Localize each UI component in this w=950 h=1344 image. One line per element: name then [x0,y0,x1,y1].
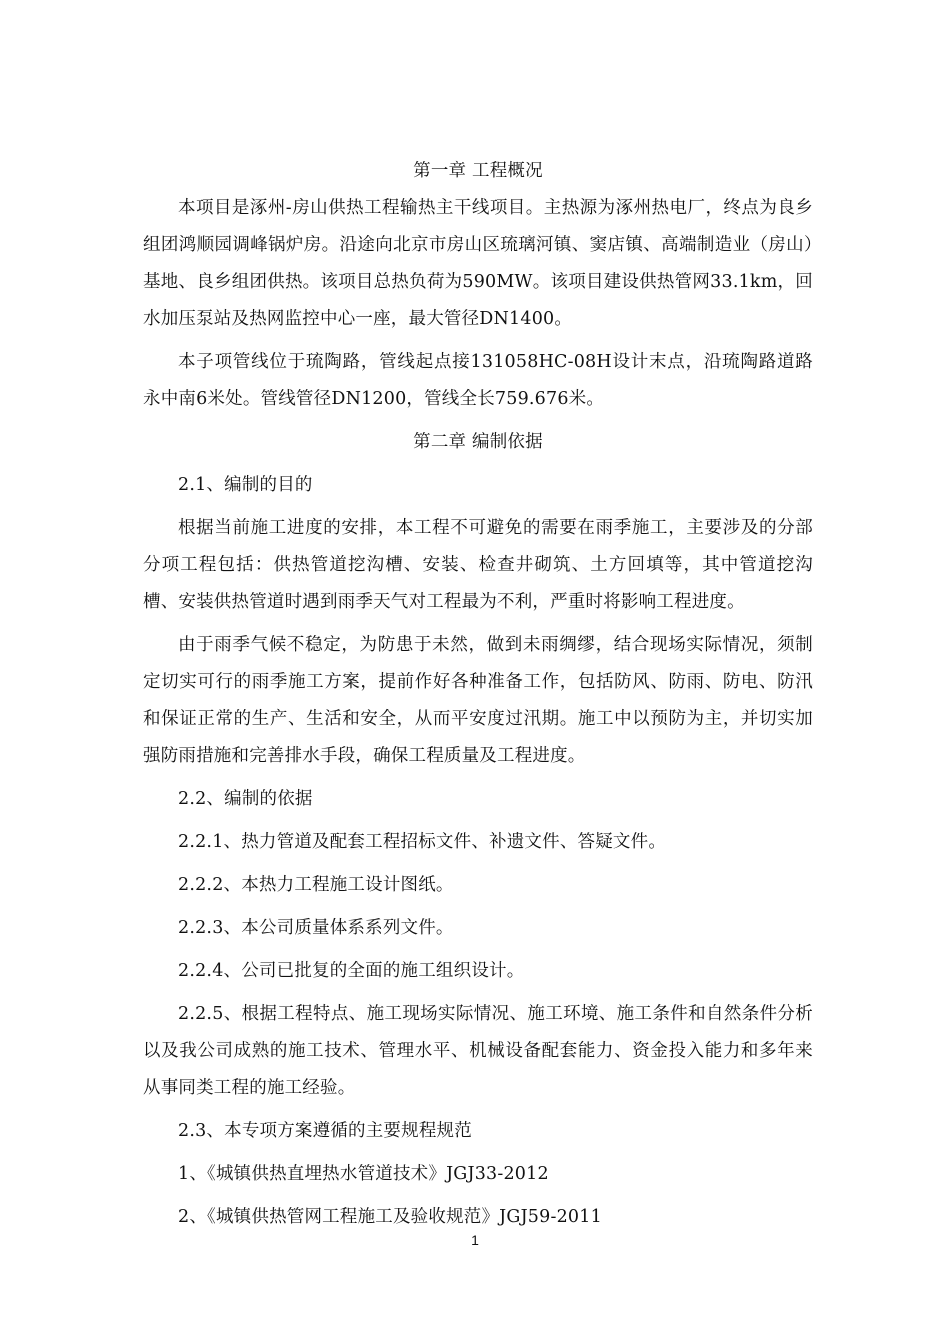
page-body [143,153,813,1236]
standard-item: 2、《城镇供热管网工程施工及验收规范》JGJ59-2011 [178,1207,602,1227]
chapter-1-title: 第一章 工程概况 [413,161,543,181]
chapter-1-paragraph: 本子项管线位于琉陶路，管线起点接131058HC-08H设计末点，沿琉陶路道路永中南6米处。管线管径DN1200，管线全长759.676米。 [143,352,813,409]
section-2-1-title: 2.1、编制的目的 [178,475,313,495]
section-2-2-item: 2.2.2、本热力工程施工设计图纸。 [178,875,454,895]
standard-item: 1、《城镇供热直埋热水管道技术》JGJ33-2012 [178,1164,549,1184]
section-2-2-item: 2.2.3、本公司质量体系系列文件。 [178,918,454,938]
section-2-2-item: 2.2.4、公司已批复的全面的施工组织设计。 [178,961,525,981]
section-2-1-paragraph: 根据当前施工进度的安排，本工程不可避免的需要在雨季施工，主要涉及的分部分项工程包括：供热管道挖沟槽、安装、检查井砌筑、土方回填等，其中管道挖沟槽、安装供热管道时遇到雨季天气对工程最为不利，严重时将影响工程进度。 [143,518,813,612]
section-2-1-paragraph: 由于雨季气候不稳定，为防患于未然，做到未雨绸缪，结合现场实际情况，须制定切实可行的雨季施工方案，提前作好各种准备工作，包括防风、防雨、防电、防汛和保证正常的生产、生活和安全，从而平安度过汛期。施工中以预防为主，并切实加强防雨措施和完善排水手段，确保工程质量及工程进度。 [143,635,813,766]
section-2-2-title: 2.2、编制的依据 [178,789,313,809]
section-2-2-item: 2.2.5、根据工程特点、施工现场实际情况、施工环境、施工条件和自然条件分析以及我公司成熟的施工技术、管理水平、机械设备配套能力、资金投入能力和多年来从事同类工程的施工经验。 [143,1004,813,1098]
chapter-1-paragraph: 本项目是涿州-房山供热工程输热主干线项目。主热源为涿州热电厂，终点为良乡组团鸿顺园调峰锅炉房。沿途向北京市房山区琉璃河镇、窦店镇、高端制造业（房山）基地、良乡组团供热。该项目总热负荷为590MW。该项目建设供热管网33.1km，回水加压泵站及热网监控中心一座，最大管径DN1400。 [143,198,813,329]
section-2-2-item: 2.2.1、热力管道及配套工程招标文件、补遗文件、答疑文件。 [178,832,667,852]
chapter-2-title: 第二章 编制依据 [413,432,543,452]
page-number: 1 [471,1232,479,1248]
section-2-3-title: 2.3、本专项方案遵循的主要规程规范 [178,1121,472,1141]
